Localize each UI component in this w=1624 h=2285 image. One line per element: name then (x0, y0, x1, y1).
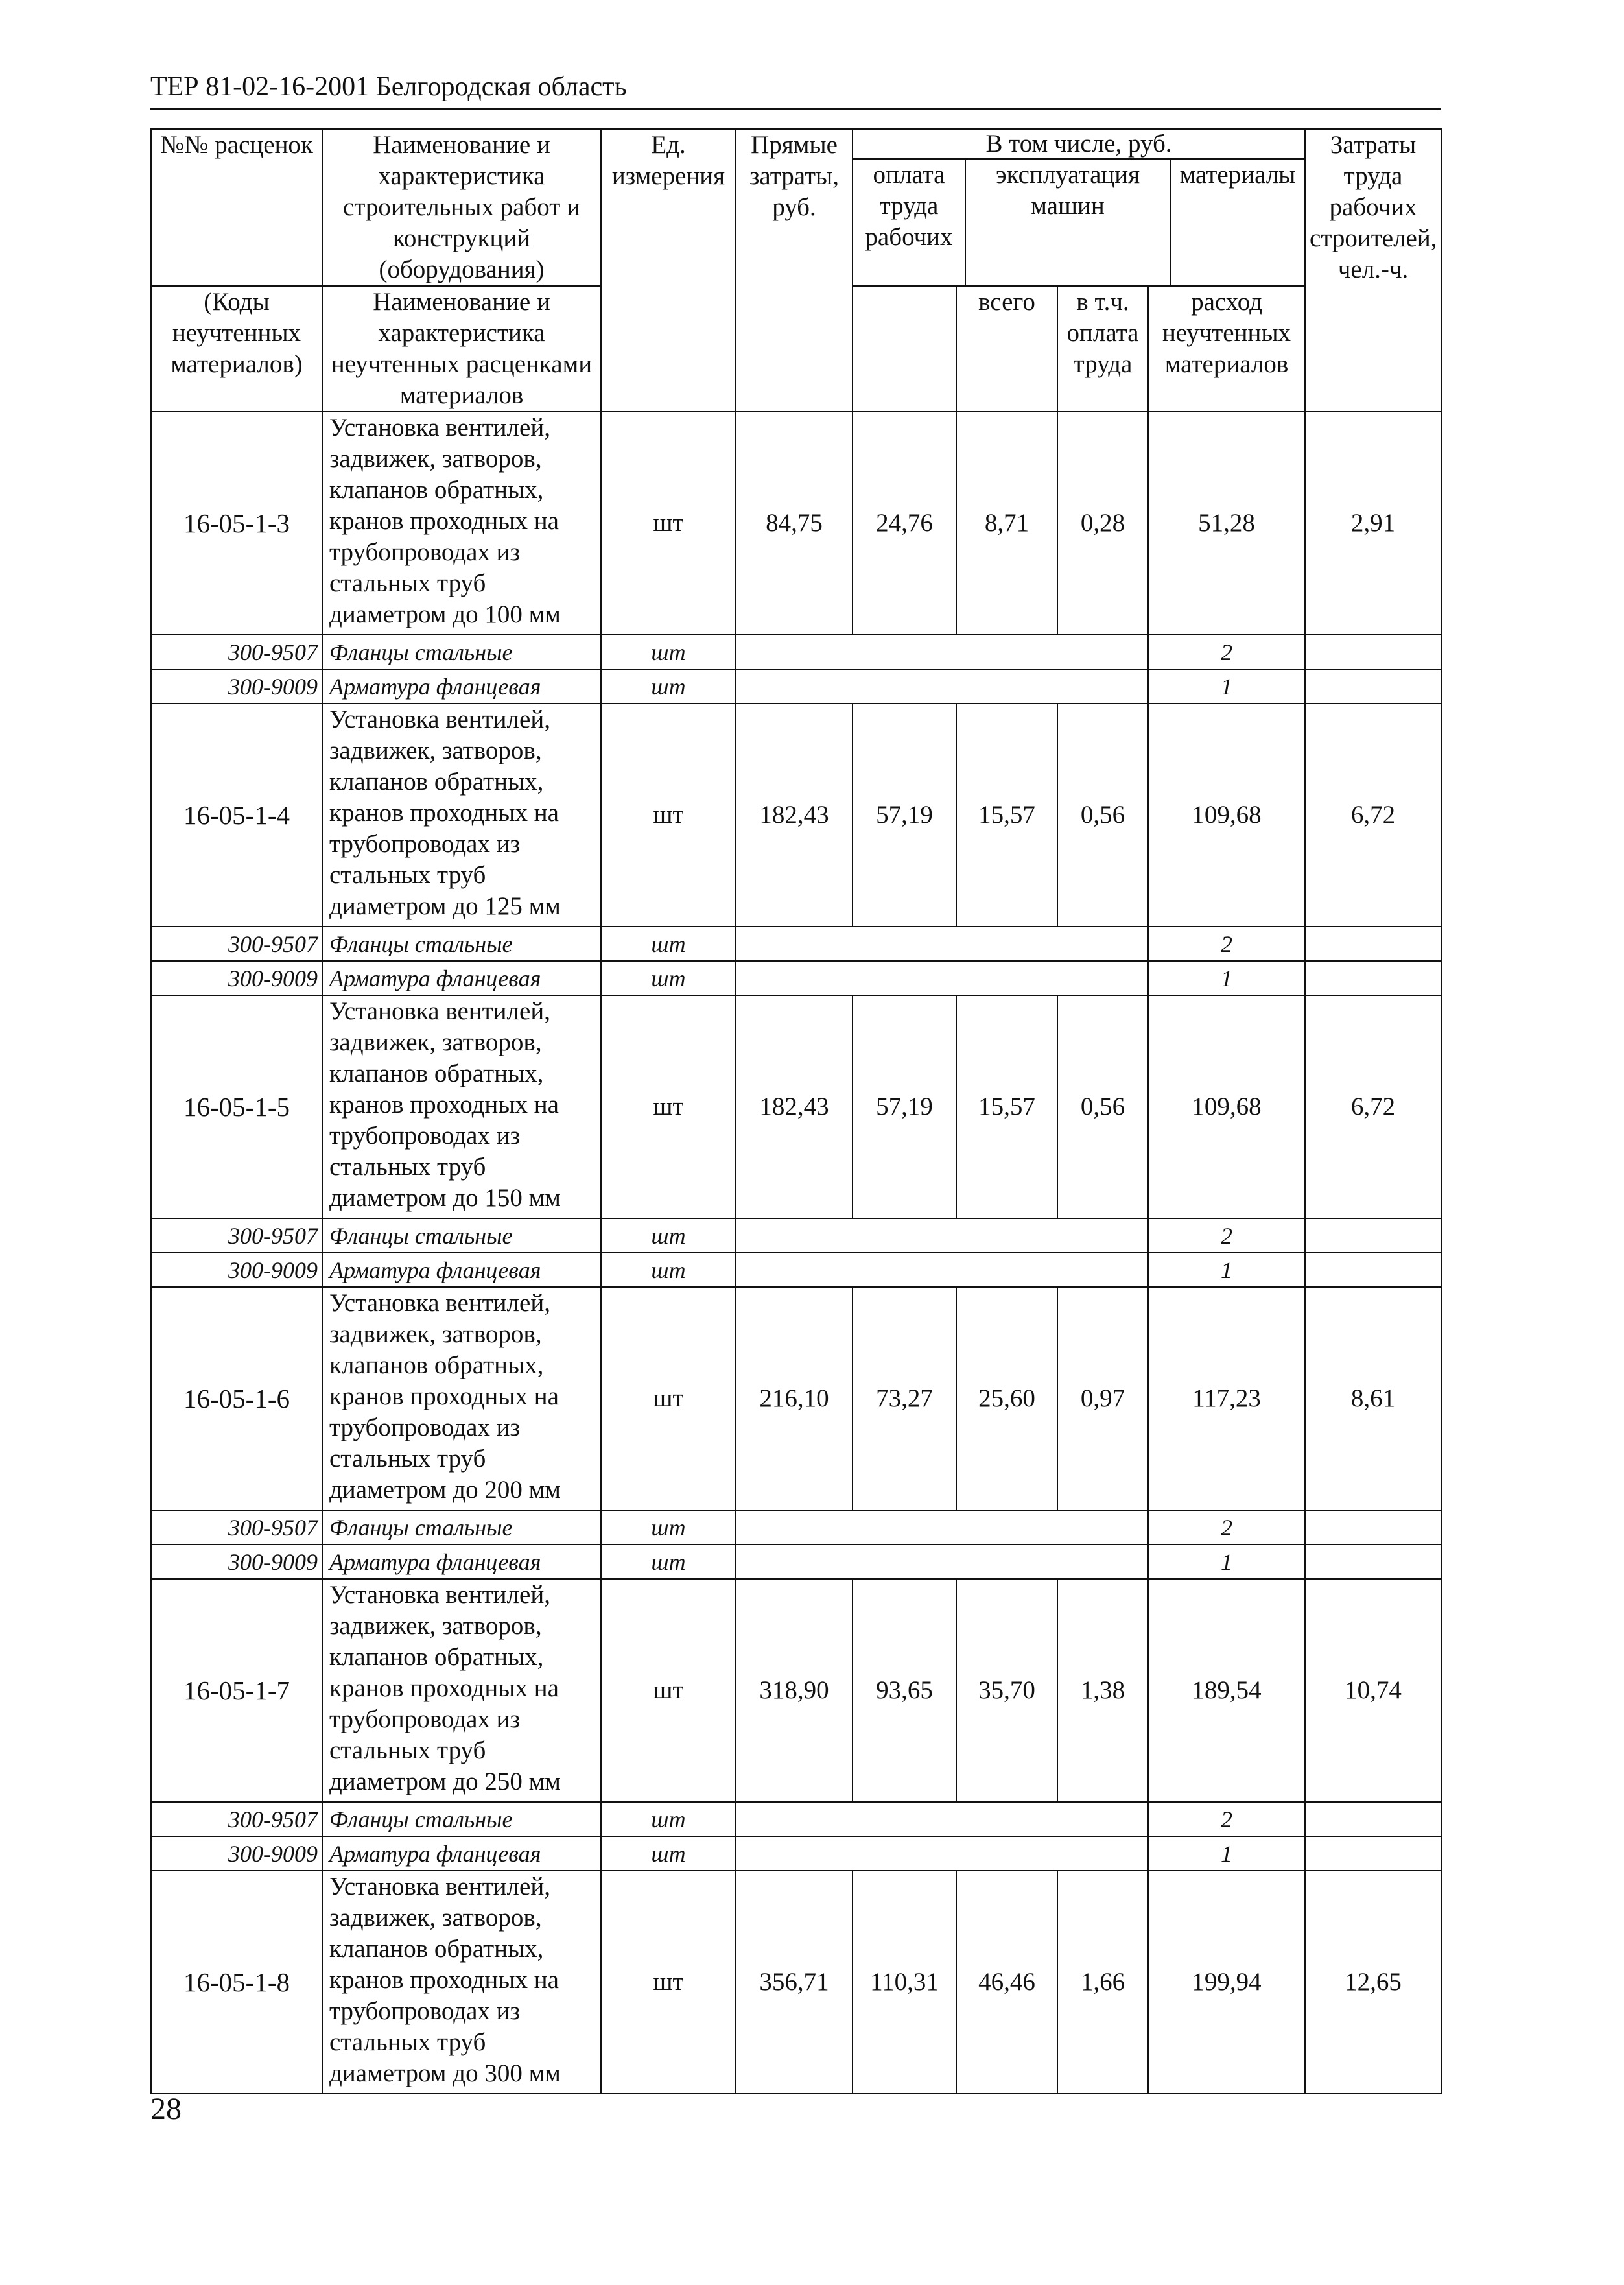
rate-code: 16-05-1-5 (151, 995, 322, 1218)
rate-labor: 10,74 (1305, 1579, 1441, 1802)
material-code: 300-9507 (151, 927, 322, 961)
material-name: Фланцы стальные (322, 1510, 601, 1545)
material-row (151, 635, 1441, 669)
material-blank (736, 1510, 1148, 1545)
rate-materials: 109,68 (1148, 995, 1305, 1218)
material-blank (736, 927, 1148, 961)
material-labor-blank (1305, 669, 1441, 704)
material-name: Арматура фланцевая (322, 669, 601, 704)
material-code: 300-9507 (151, 1510, 322, 1545)
material-unit: шт (601, 1802, 736, 1836)
rate-machines-wages: 0,56 (1057, 704, 1148, 927)
material-quantity: 1 (1148, 1545, 1305, 1579)
material-labor-blank (1305, 1510, 1441, 1545)
col-incl-header: В том числе, руб. (853, 130, 1304, 160)
rate-unit: шт (601, 412, 736, 635)
col-wages-header: оплата труда рабочих (853, 160, 966, 285)
material-row (151, 669, 1441, 704)
rate-code: 16-05-1-7 (151, 1579, 322, 1802)
rate-name: Установка вентилей, задвижек, затворов, клапанов обратных, кранов проходных на трубопроводах из стальных труб диаметром до 200 мм (322, 1287, 601, 1510)
rate-labor: 2,91 (1305, 412, 1441, 635)
col-unit-header: Ед. измерения (601, 129, 736, 412)
material-name: Фланцы стальные (322, 1802, 601, 1836)
table-row (151, 704, 1441, 927)
material-blank (736, 961, 1148, 995)
material-name: Фланцы стальные (322, 635, 601, 669)
material-quantity: 2 (1148, 1802, 1305, 1836)
rate-labor: 6,72 (1305, 704, 1441, 927)
material-quantity: 1 (1148, 669, 1305, 704)
table-row (151, 995, 1441, 1218)
rates-table (150, 128, 1442, 2094)
rate-machines-total: 25,60 (956, 1287, 1057, 1510)
material-unit: шт (601, 1545, 736, 1579)
rate-unit: шт (601, 704, 736, 927)
col-wages-spacer (853, 286, 956, 412)
material-quantity: 1 (1148, 1253, 1305, 1287)
material-quantity: 2 (1148, 635, 1305, 669)
material-unit: шт (601, 927, 736, 961)
rate-wages: 93,65 (853, 1579, 956, 1802)
rate-labor: 8,61 (1305, 1287, 1441, 1510)
rate-machines-total: 46,46 (956, 1871, 1057, 2094)
table-row (151, 1579, 1441, 1802)
rate-machines-wages: 0,97 (1057, 1287, 1148, 1510)
rate-direct-cost: 216,10 (736, 1287, 853, 1510)
material-row (151, 961, 1441, 995)
material-labor-blank (1305, 1218, 1441, 1253)
rate-name: Установка вентилей, задвижек, затворов, клапанов обратных, кранов проходных на трубопроводах из стальных труб диаметром до 250 мм (322, 1579, 601, 1802)
table-row (151, 1287, 1441, 1510)
material-blank (736, 1253, 1148, 1287)
rate-name: Установка вентилей, задвижек, затворов, клапанов обратных, кранов проходных на трубопроводах из стальных труб диаметром до 125 мм (322, 704, 601, 927)
rate-wages: 73,27 (853, 1287, 956, 1510)
rate-machines-wages: 0,56 (1057, 995, 1148, 1218)
rate-machines-wages: 1,38 (1057, 1579, 1148, 1802)
col-code-header: №№ расценок (151, 129, 322, 286)
col-direct-header: Прямые затраты, руб. (736, 129, 853, 412)
rate-name: Установка вентилей, задвижек, затворов, клапанов обратных, кранов проходных на трубопроводах из стальных труб диаметром до 300 мм (322, 1871, 601, 2094)
material-quantity: 2 (1148, 1510, 1305, 1545)
material-name: Фланцы стальные (322, 1218, 601, 1253)
material-name: Арматура фланцевая (322, 1545, 601, 1579)
material-name: Арматура фланцевая (322, 961, 601, 995)
material-labor-blank (1305, 961, 1441, 995)
rate-machines-total: 15,57 (956, 995, 1057, 1218)
rate-direct-cost: 84,75 (736, 412, 853, 635)
col-name2-header: Наименование и характеристика неучтенных расценками материалов (322, 286, 601, 412)
rate-direct-cost: 182,43 (736, 995, 853, 1218)
material-unit: шт (601, 669, 736, 704)
rate-machines-total: 15,57 (956, 704, 1057, 927)
rate-materials: 117,23 (1148, 1287, 1305, 1510)
material-row (151, 1802, 1441, 1836)
col-materials-header: материалы (1179, 161, 1296, 189)
material-blank (736, 1218, 1148, 1253)
rate-wages: 110,31 (853, 1871, 956, 2094)
document-header: ТЕР 81-02-16-2001 Белгородская область (150, 67, 1441, 110)
table-row (151, 412, 1441, 635)
rate-direct-cost: 318,90 (736, 1579, 853, 1802)
rate-code: 16-05-1-4 (151, 704, 322, 927)
material-unit: шт (601, 1218, 736, 1253)
material-blank (736, 1545, 1148, 1579)
material-labor-blank (1305, 1836, 1441, 1871)
rate-materials: 109,68 (1148, 704, 1305, 927)
rate-materials: 189,54 (1148, 1579, 1305, 1802)
material-row (151, 1218, 1441, 1253)
col-mach-total-header: всего (956, 286, 1057, 412)
material-row (151, 1545, 1441, 1579)
material-quantity: 1 (1148, 1836, 1305, 1871)
material-blank (736, 1836, 1148, 1871)
page-number: 28 (150, 2092, 182, 2126)
rate-code: 16-05-1-6 (151, 1287, 322, 1510)
material-code: 300-9009 (151, 1253, 322, 1287)
rate-code: 16-05-1-3 (151, 412, 322, 635)
material-blank (736, 1802, 1148, 1836)
rate-unit: шт (601, 1579, 736, 1802)
material-name: Арматура фланцевая (322, 1253, 601, 1287)
material-code: 300-9009 (151, 1836, 322, 1871)
rate-machines-wages: 0,28 (1057, 412, 1148, 635)
table-row (151, 1871, 1441, 2094)
col-machines-header: эксплуатация машин (966, 160, 1171, 285)
material-quantity: 1 (1148, 961, 1305, 995)
rate-name: Установка вентилей, задвижек, затворов, клапанов обратных, кранов проходных на трубопроводах из стальных труб диаметром до 150 мм (322, 995, 601, 1218)
rate-direct-cost: 182,43 (736, 704, 853, 927)
material-row (151, 1836, 1441, 1871)
rate-wages: 57,19 (853, 704, 956, 927)
material-row (151, 927, 1441, 961)
col-labor-header: Затраты труда рабочих строителей, чел.-ч. (1305, 129, 1441, 412)
rate-unit: шт (601, 995, 736, 1218)
material-name: Фланцы стальные (322, 927, 601, 961)
rate-labor: 12,65 (1305, 1871, 1441, 2094)
material-unit: шт (601, 961, 736, 995)
rate-wages: 24,76 (853, 412, 956, 635)
rate-code: 16-05-1-8 (151, 1871, 322, 2094)
material-labor-blank (1305, 1253, 1441, 1287)
rate-machines-wages: 1,66 (1057, 1871, 1148, 2094)
rate-direct-cost: 356,71 (736, 1871, 853, 2094)
material-code: 300-9009 (151, 961, 322, 995)
material-blank (736, 635, 1148, 669)
rate-unit: шт (601, 1287, 736, 1510)
material-row (151, 1253, 1441, 1287)
rate-wages: 57,19 (853, 995, 956, 1218)
col-mat-consumption-header: расход неучтенных материалов (1148, 286, 1305, 412)
material-labor-blank (1305, 635, 1441, 669)
material-labor-blank (1305, 1545, 1441, 1579)
material-code: 300-9009 (151, 669, 322, 704)
material-code: 300-9507 (151, 635, 322, 669)
rate-labor: 6,72 (1305, 995, 1441, 1218)
rate-name: Установка вентилей, задвижек, затворов, клапанов обратных, кранов проходных на трубопроводах из стальных труб диаметром до 100 мм (322, 412, 601, 635)
rate-materials: 51,28 (1148, 412, 1305, 635)
col-code2-header: (Коды неучтенных материалов) (151, 286, 322, 412)
material-code: 300-9009 (151, 1545, 322, 1579)
col-mach-wages-header: в т.ч. оплата труда (1057, 286, 1148, 412)
material-quantity: 2 (1148, 1218, 1305, 1253)
material-labor-blank (1305, 1802, 1441, 1836)
col-name-header: Наименование и характеристика строительных работ и конструкций (оборудования) (322, 129, 601, 286)
rate-unit: шт (601, 1871, 736, 2094)
material-blank (736, 669, 1148, 704)
rate-materials: 199,94 (1148, 1871, 1305, 2094)
rate-machines-total: 35,70 (956, 1579, 1057, 1802)
table-header-row (151, 129, 1441, 286)
material-unit: шт (601, 635, 736, 669)
material-quantity: 2 (1148, 927, 1305, 961)
material-row (151, 1510, 1441, 1545)
material-name: Арматура фланцевая (322, 1836, 601, 1871)
material-unit: шт (601, 1253, 736, 1287)
material-unit: шт (601, 1510, 736, 1545)
rate-machines-total: 8,71 (956, 412, 1057, 635)
material-labor-blank (1305, 927, 1441, 961)
material-code: 300-9507 (151, 1218, 322, 1253)
material-code: 300-9507 (151, 1802, 322, 1836)
material-unit: шт (601, 1836, 736, 1871)
col-incl-group-header (853, 129, 1305, 286)
